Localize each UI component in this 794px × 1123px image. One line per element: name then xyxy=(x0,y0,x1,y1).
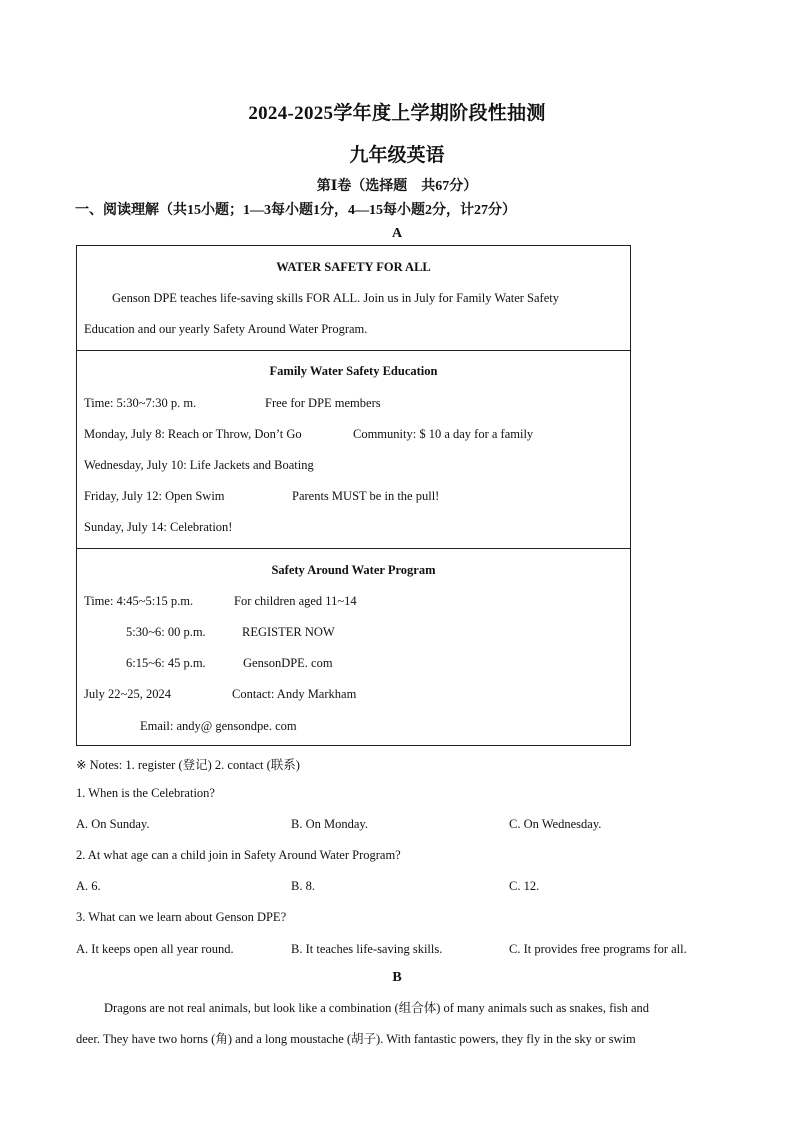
program-website: GensonDPE. com xyxy=(243,656,333,670)
family-sunday: Sunday, July 14: Celebration! xyxy=(84,520,233,534)
question-3-option-b: B. It teaches life-saving skills. xyxy=(291,942,443,956)
family-education-heading: Family Water Safety Education xyxy=(269,364,438,378)
passage-b-line-2: deer. They have two horns (角) and a long moustache (胡子). With fantastic powers, they fly in the sky or swim xyxy=(76,1032,636,1046)
safety-program-box xyxy=(76,548,631,746)
family-time: Time: 5:30~7:30 p. m. xyxy=(84,396,197,410)
part-a-label: A xyxy=(391,226,403,241)
question-1-option-b: B. On Monday. xyxy=(291,817,368,831)
part-b-label: B xyxy=(392,970,402,985)
family-wednesday: Wednesday, July 10: Life Jackets and Boating xyxy=(84,458,314,472)
question-2-stem: 2. At what age can a child join in Safety Around Water Program? xyxy=(76,848,401,862)
notice-intro-line-1: Genson DPE teaches life-saving skills FOR ALL. Join us in July for Family Water Safety xyxy=(112,291,559,305)
family-monday: Monday, July 8: Reach or Throw, Don’t Go xyxy=(84,427,302,441)
exam-title: 2024-2025学年度上学期阶段性抽测 xyxy=(248,103,546,124)
notice-intro-box xyxy=(76,245,631,351)
family-community: Community: $ 10 a day for a family xyxy=(353,427,534,441)
volume-heading: 第Ⅰ卷（选择题 共67分） xyxy=(316,179,478,194)
notice-heading: WATER SAFETY FOR ALL xyxy=(276,260,431,274)
exam-subtitle: 九年级英语 xyxy=(349,145,445,166)
program-register: REGISTER NOW xyxy=(242,625,335,639)
section-heading: 一、阅读理解（共15小题；1—3每小题1分，4—15每小题2分，计27分） xyxy=(75,203,516,218)
program-time-1: Time: 4:45~5:15 p.m. xyxy=(84,594,194,608)
family-parents: Parents MUST be in the pull! xyxy=(292,489,440,503)
question-3-option-a: A. It keeps open all year round. xyxy=(76,942,234,956)
program-time-2: 5:30~6: 00 p.m. xyxy=(126,625,206,639)
question-1-option-a: A. On Sunday. xyxy=(76,817,150,831)
question-1-stem: 1. When is the Celebration? xyxy=(76,786,215,800)
question-3-option-c: C. It provides free programs for all. xyxy=(509,942,687,956)
program-dates: July 22~25, 2024 xyxy=(84,687,171,701)
question-3-stem: 3. What can we learn about Genson DPE? xyxy=(76,910,287,924)
passage-b-line-1: Dragons are not real animals, but look like a combination (组合体) of many animals such as snakes, fish and xyxy=(104,1001,650,1015)
program-age: For children aged 11~14 xyxy=(234,594,357,608)
question-2-option-b: B. 8. xyxy=(291,879,315,893)
program-email: Email: andy@ gensondpe. com xyxy=(140,719,297,733)
program-contact: Contact: Andy Markham xyxy=(232,687,357,701)
question-2-option-a: A. 6. xyxy=(76,879,101,893)
safety-program-heading: Safety Around Water Program xyxy=(271,563,436,577)
family-free: Free for DPE members xyxy=(265,396,381,410)
notes-line: ※ Notes: 1. register (登记) 2. contact (联系) xyxy=(76,758,300,772)
family-education-box xyxy=(76,350,631,549)
question-1-option-c: C. On Wednesday. xyxy=(509,817,602,831)
program-time-3: 6:15~6: 45 p.m. xyxy=(126,656,206,670)
family-friday: Friday, July 12: Open Swim xyxy=(84,489,225,503)
question-2-option-c: C. 12. xyxy=(509,879,540,893)
notice-intro-line-2: Education and our yearly Safety Around Water Program. xyxy=(84,322,368,336)
